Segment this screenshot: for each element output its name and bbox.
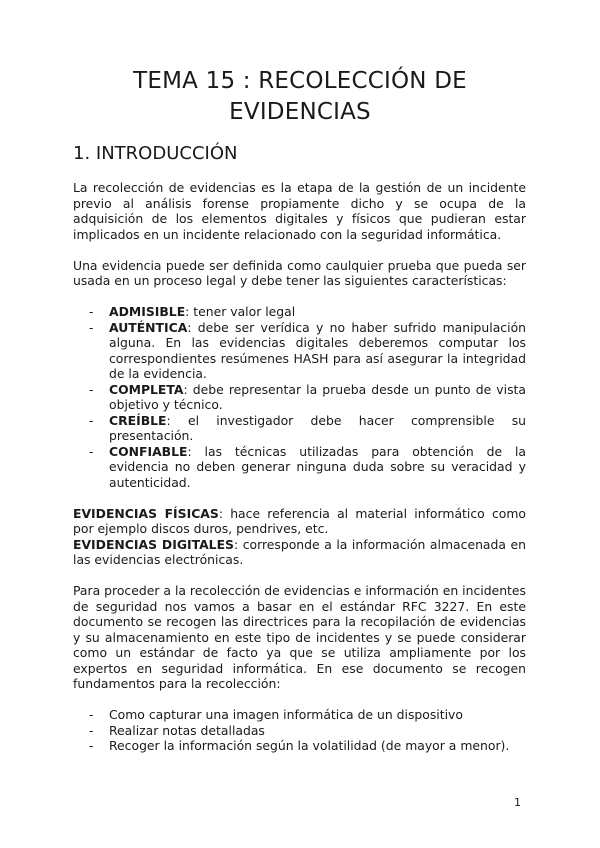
list-item-text: Como capturar una imagen informática de un dispositivo (109, 707, 463, 722)
term-label: CONFIABLE (109, 443, 188, 459)
list-item (73, 320, 526, 382)
rfc-paragraph: Para proceder a la recolección de evidencias e información en incidentes de seguridad nos vamos a basar en el estándar RFC 3227. En este documento se recogen las directrices para la recopilación de evidencias y su almacenamiento en este tipo de incidentes y se puede considerar como un estándar de facto ya que se utiliza ampliamente por los expertos en seguridad informática. En ese documento se recogen fundamentos para la recolección: (73, 583, 526, 691)
dash-bullet: - (89, 707, 94, 722)
dash-bullet: - (89, 722, 94, 738)
characteristics-list (73, 304, 526, 490)
list-item (73, 444, 526, 491)
term-description: : las técnicas utilizadas para obtención de la evidencia no deben generar ninguna duda sobre su veracidad y autenticidad. (109, 443, 526, 490)
list-item (73, 304, 526, 320)
intro-paragraph: La recolección de evidencias es la etapa de la gestión de un incidente previo al análisis forense propiamente dicho y se ocupa de la adquisición de los elementos digitales y físicos que pudieran estar implicados en un incidente relacionado con la seguridad informática. (73, 180, 526, 242)
list-item (73, 723, 526, 739)
document-body (73, 180, 526, 754)
list-item-text: Recoger la información según la volatilidad (de mayor a menor). (109, 738, 510, 753)
term-description: : debe ser verídica y no haber sufrido manipulación alguna. En las evidencias digitales deberemos computar los correspondientes resúmenes HASH para así asegurar la integridad de la evidencia. (109, 319, 526, 381)
document-title: TEMA 15 : RECOLECCIÓN DE EVIDENCIAS (133, 68, 467, 125)
section-heading: 1. INTRODUCCIÓN (73, 143, 238, 164)
term-description: : hace referencia al material informático como por ejemplo discos duros, pendrives, etc. (73, 505, 527, 536)
term-label: ADMISIBLE (109, 304, 186, 319)
term-description: : corresponde a la información almacenada en las evidencias electrónicas. (73, 536, 526, 567)
dash-bullet: - (89, 738, 94, 753)
evidence-definition-paragraph: Una evidencia puede ser definida como caulquier prueba que pueda ser usada en un proceso legal y debe tener las siguientes características: (73, 257, 526, 288)
physical-evidence-paragraph (73, 506, 526, 537)
list-item (73, 707, 526, 723)
term-description: : tener valor legal (185, 304, 296, 319)
dash-bullet: - (89, 381, 94, 397)
term-description: : el investigador debe hacer comprensible su presentación. (109, 412, 526, 443)
dash-bullet: - (89, 304, 94, 319)
term-label: COMPLETA (109, 381, 184, 397)
term-label: CREÍBLE (109, 412, 167, 428)
dash-bullet: - (89, 443, 94, 459)
term-label: EVIDENCIAS FÍSICAS (73, 505, 219, 521)
term-description: : debe representar la prueba desde un punto de vista objetivo y técnico. (109, 381, 526, 412)
dash-bullet: - (89, 319, 94, 335)
list-item (73, 382, 526, 413)
digital-evidence-paragraph (73, 537, 526, 568)
dash-bullet: - (89, 412, 94, 428)
term-label: EVIDENCIAS DIGITALES (73, 536, 234, 552)
list-item (73, 738, 526, 754)
term-label: AUTÉNTICA (109, 319, 188, 335)
fundamentals-list (73, 707, 526, 754)
list-item-text: Realizar notas detalladas (109, 722, 265, 738)
page-number: 1 (514, 796, 521, 809)
list-item (73, 413, 526, 444)
